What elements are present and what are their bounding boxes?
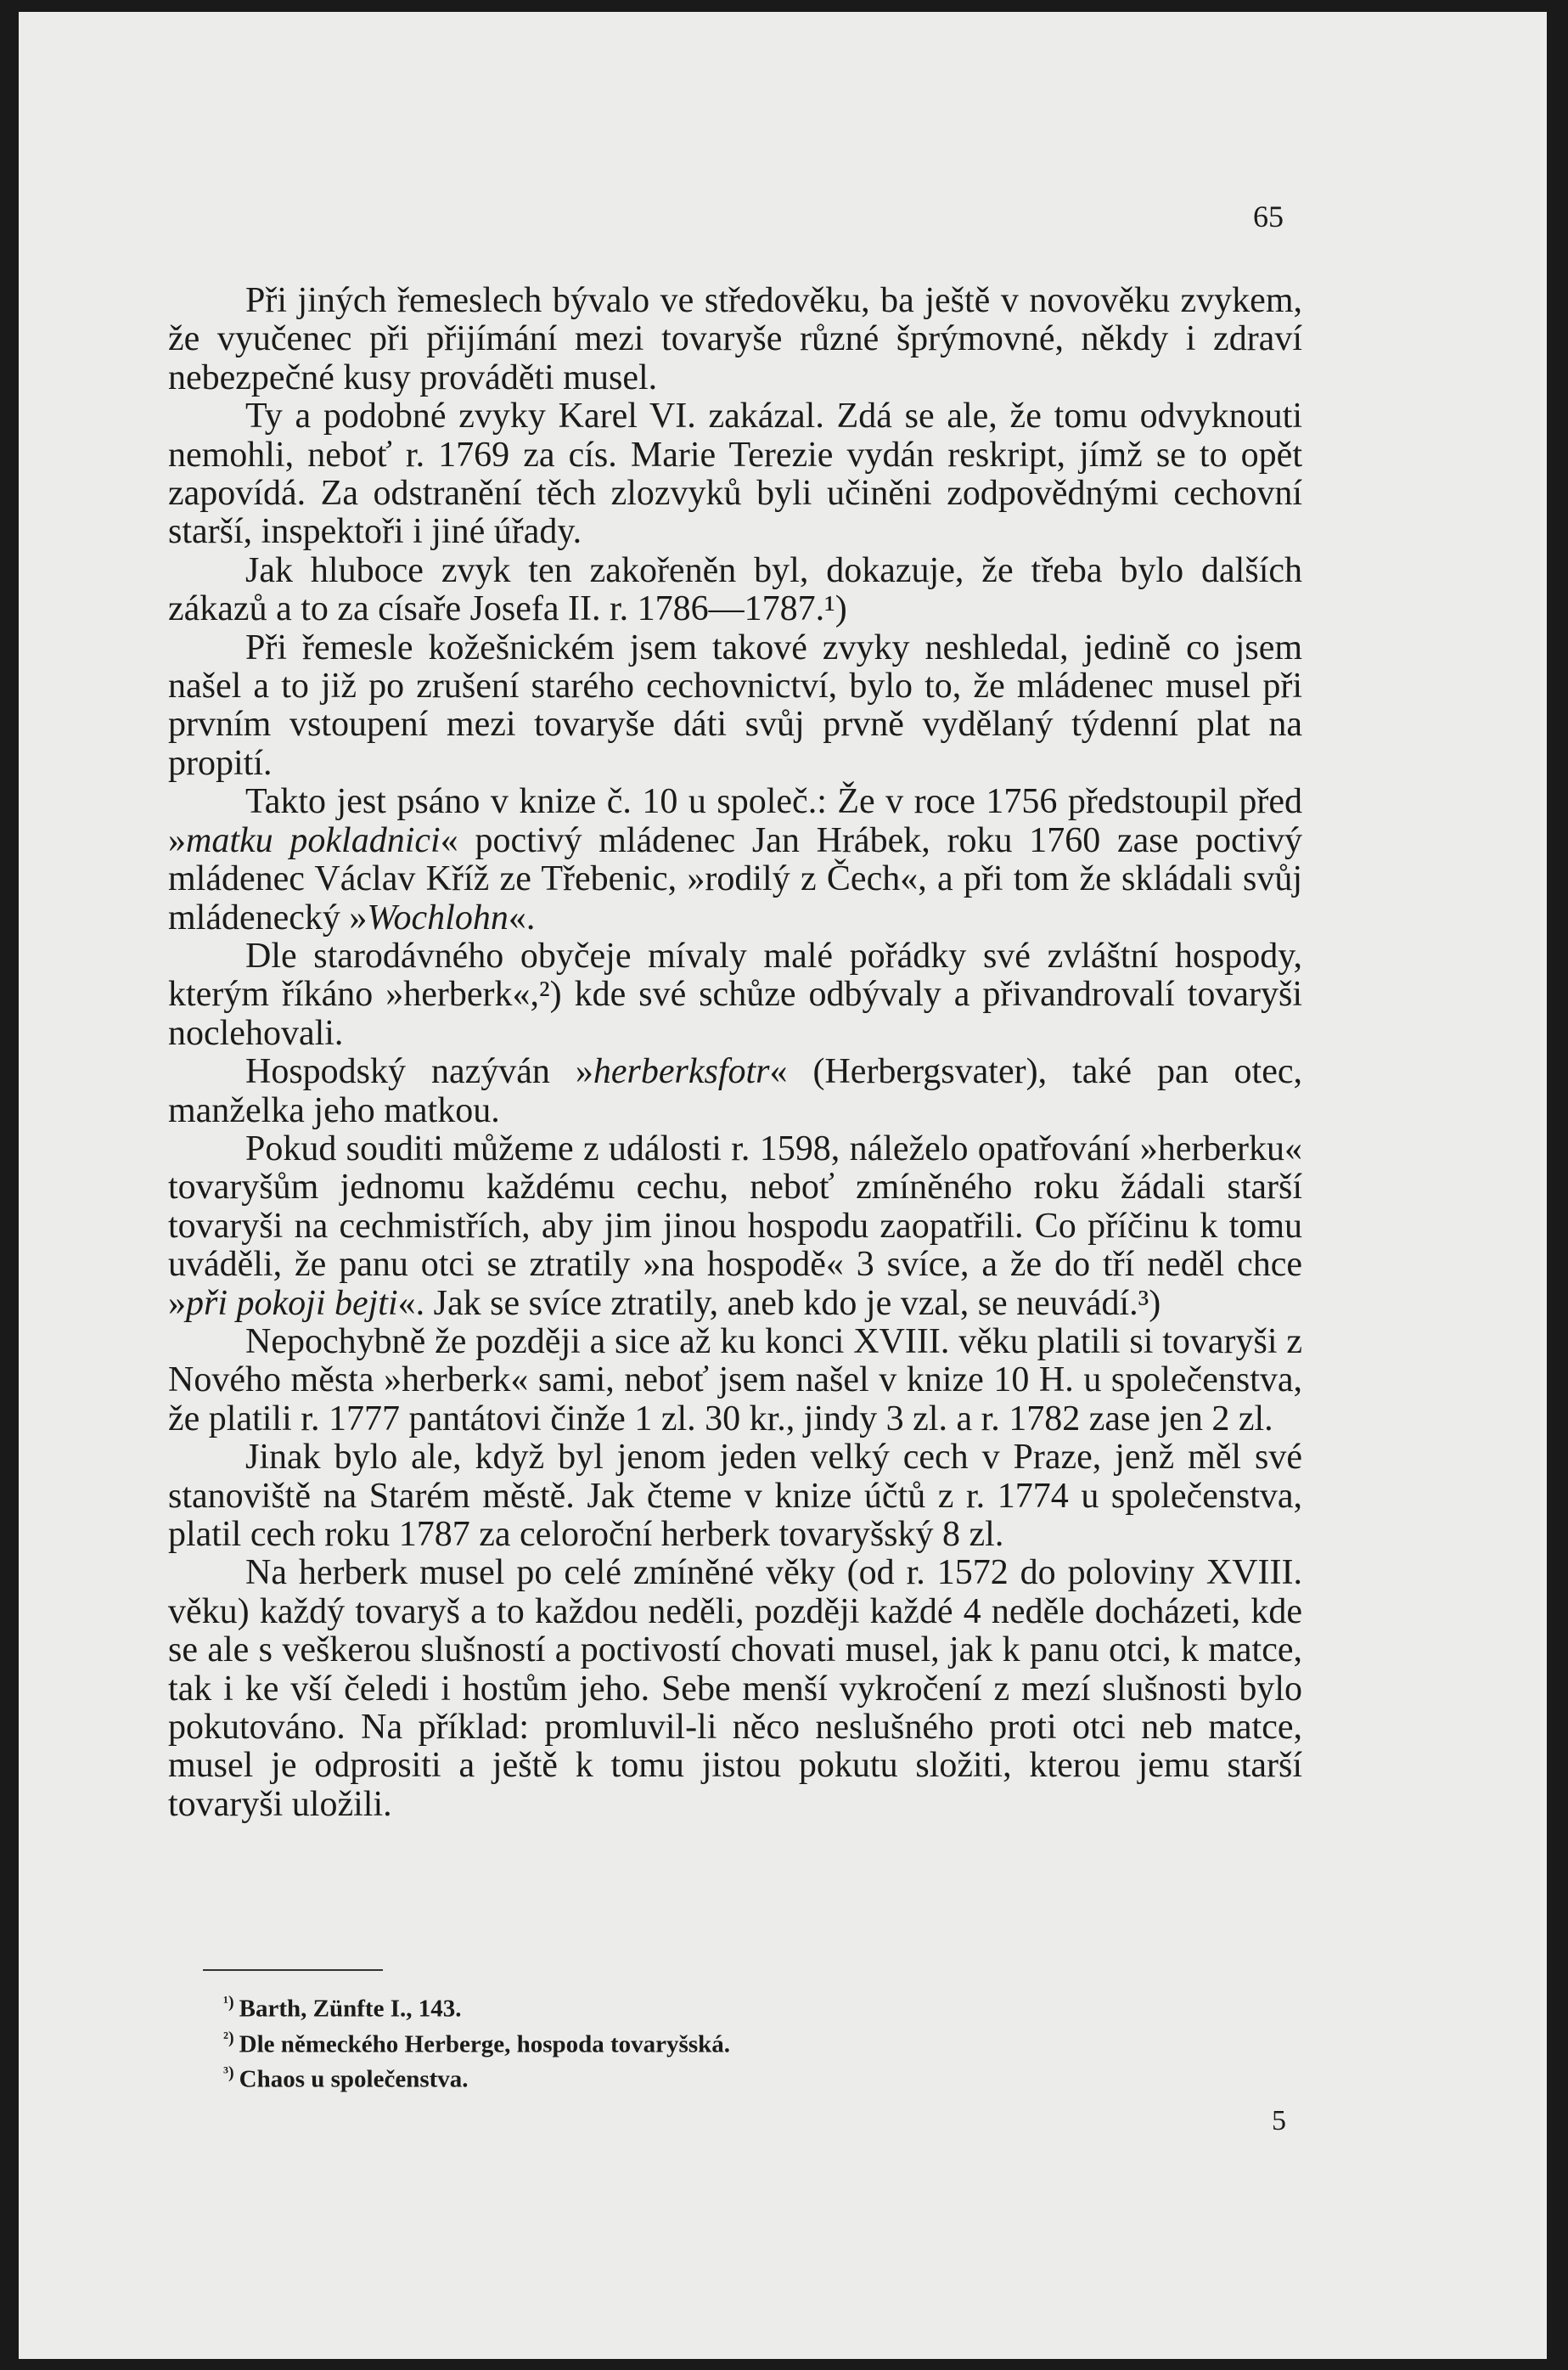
paragraph	[168, 783, 1302, 937]
text-run: Pokud souditi můžeme z události r. 1598, náleželo opatřování »herberku« tovaryšům jednomu každému cechu, neboť zmíněného roku žádali starší tovaryši na cechmistřích, aby jim jinou hospodu zaopatřili. Co příčinu k tomu uváděli, že panu otci se ztratily »na hospodě« 3 svíce, a že do tří neděl chce »	[168, 1129, 1302, 1323]
footnote-text: Barth, Zünfte I., 143.	[239, 1995, 462, 2023]
book-page	[19, 12, 1547, 2359]
italic-term: Wochlohn	[367, 898, 509, 937]
text-run: «.	[508, 898, 536, 937]
footnote-mark: ³)	[223, 2063, 234, 2083]
footnote	[223, 2058, 987, 2094]
footnote-text: Dle německého Herberge, hospoda tovaryšská.	[239, 2030, 730, 2058]
page-number: 65	[1253, 200, 1284, 234]
italic-term: matku pokladnici	[186, 820, 441, 860]
paragraph: Dle starodávného obyčeje mívaly malé pořádky své zvláštní hospody, kterým říkáno »herberk«,²) kde své schůze odbývaly a přivandrovalí tovaryši noclehovali.	[168, 936, 1302, 1053]
text-run: Hospodský nazýván »	[245, 1052, 593, 1092]
footnotes	[223, 1988, 987, 2094]
paragraph: Při řemesle kožešnickém jsem takové zvyky neshledal, jedině co jsem našel a to již po zrušení starého cechovnictví, bylo to, že mládenec musel při prvním vstoupení mezi tovaryše dáti svůj prvně vydělaný týdenní plat na propití.	[168, 628, 1302, 783]
footnote-text: Chaos u společenstva.	[239, 2065, 469, 2093]
footnote-mark: ¹)	[223, 1993, 234, 2012]
footnote	[223, 2024, 987, 2059]
italic-term: při pokoji bejti	[186, 1283, 398, 1323]
paragraph	[168, 1053, 1302, 1130]
footnote-mark: ²)	[223, 2028, 234, 2047]
footnote-rule	[203, 1969, 383, 1971]
paragraph: Nepochybně že později a sice až ku konci XVIII. věku platili si tovaryši z Nového města »herberk« sami, neboť jsem našel v knize 10 H. u společenstva, že platili r. 1777 pantátovi činže 1 zl. 30 kr., jindy 3 zl. a r. 1782 zase jen 2 zl.	[168, 1321, 1302, 1438]
paragraph: Jinak bylo ale, když byl jenom jeden velký cech v Praze, jenž měl své stanoviště na Starém městě. Jak čteme v knize účtů z r. 1774 u společenstva, platil cech roku 1787 za celoroční herberk tovaryšský 8 zl.	[168, 1438, 1302, 1554]
signature-mark: 5	[1272, 2105, 1286, 2136]
text-run: Takto jest psáno v knize č. 10 u společ.: Že v roce 1756 předstoupil před »	[168, 782, 1302, 860]
text-run: «. Jak se svíce ztratily, aneb kdo je vzal, se neuvádí.³)	[397, 1283, 1161, 1323]
italic-term: herberksfotr	[593, 1052, 770, 1092]
text-run: « poctivý mládenec Jan Hrábek, roku 1760 zase poctivý mládenec Václav Kříž ze Třebenic, »rodilý z Čech«, a při tom že skládali svůj mládenecký »	[168, 820, 1302, 937]
paragraph: Jak hluboce zvyk ten zakořeněn byl, dokazuje, že třeba bylo dalších zákazů a to za císaře Josefa II. r. 1786—1787.¹)	[168, 550, 1302, 629]
text-run: « (Herbergsvater), také pan otec, manželka jeho matkou.	[168, 1052, 1302, 1130]
paragraph: Ty a podobné zvyky Karel VI. zakázal. Zdá se ale, že tomu odvyknouti nemohli, neboť r. 1769 za cís. Marie Terezie vydán reskript, jímž se to opět zapovídá. Za odstranění těch zlozvyků byli učiněni zodpovědnými cechovní starší, inspektoři i jiné úřady.	[168, 397, 1302, 552]
footnote	[223, 1988, 987, 2024]
paragraph: Na herberk musel po celé zmíněné věky (od r. 1572 do poloviny XVIII. věku) každý tovaryš a to každou neděli, později každé 4 neděle docházeti, kde se ale s veškerou slušností a poctivostí chovati musel, jak k panu otci, k matce, tak i ke vší čeledi i hostům jeho. Sebe menší vykročení z mezí slušnosti bylo pokutováno. Na příklad: promluvil-li něco neslušného proti otci neb matce, musel je odprositi a ještě k tomu jistou pokutu složiti, kterou jemu starší tovaryši uložili.	[168, 1553, 1302, 1824]
paragraph	[168, 1130, 1302, 1323]
body-text	[168, 282, 1302, 1824]
paragraph: Při jiných řemeslech bývalo ve středověku, ba ještě v novověku zvykem, že vyučenec při přijímání mezi tovaryše různé šprýmovné, někdy i zdraví nebezpečné kusy prováděti musel.	[168, 281, 1302, 397]
